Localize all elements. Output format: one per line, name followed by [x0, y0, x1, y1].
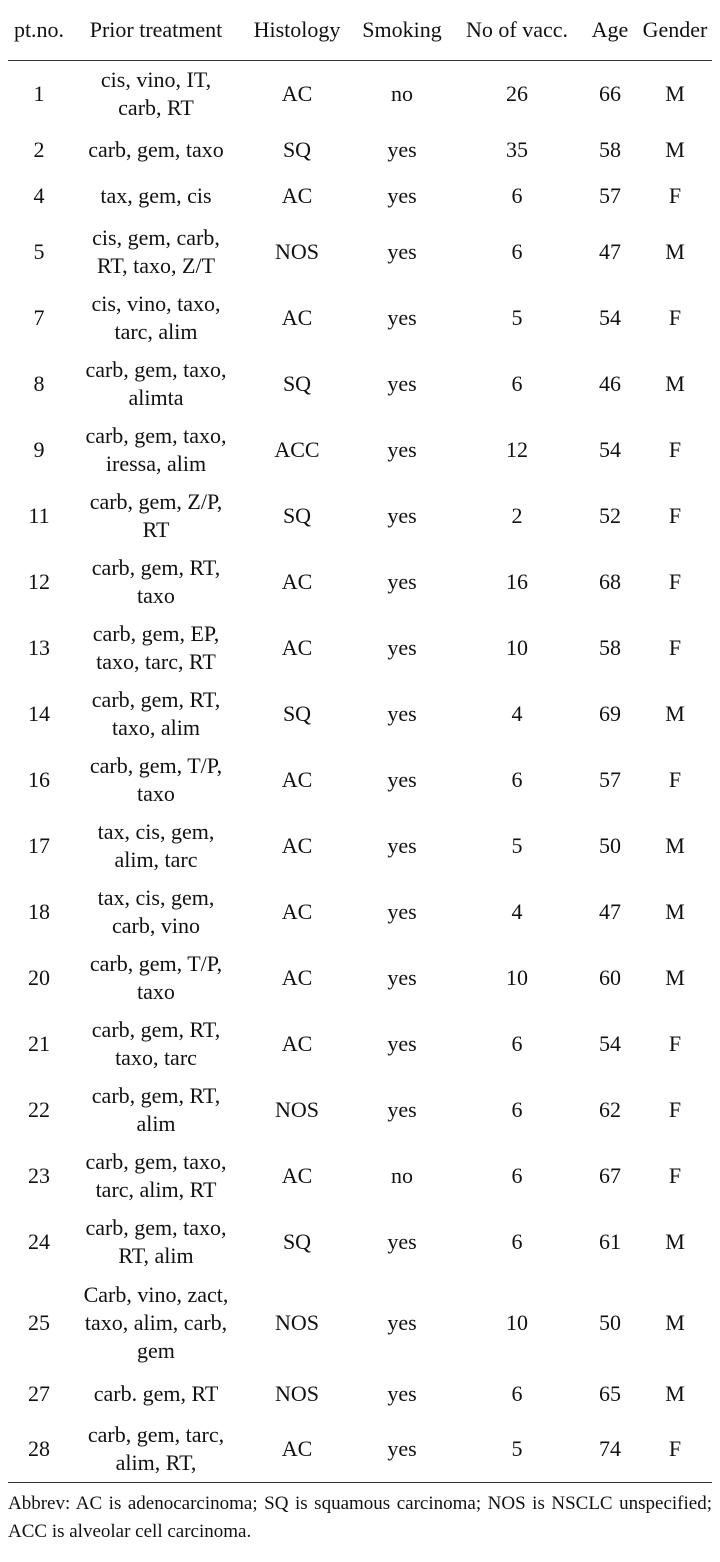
cell-smoking: yes: [387, 370, 417, 396]
treatment-line: iressa, alim: [105, 450, 207, 476]
cell-smoking: yes: [387, 502, 417, 528]
treatment-line: carb, gem, EP,: [92, 620, 220, 646]
cell-prior-treatment: [70, 747, 242, 813]
cell-histology: AC: [242, 1417, 352, 1483]
cell-age: 57: [599, 182, 621, 208]
treatment-line: carb, gem, Z/P,: [89, 488, 223, 514]
cell-smoking: yes: [387, 1228, 417, 1254]
cell-histology: AC: [281, 1162, 313, 1188]
table-row: [8, 1077, 712, 1143]
cell-age: 67: [599, 1162, 621, 1188]
cell-smoking: yes: [387, 1096, 417, 1122]
cell-no-of-vacc: 6: [511, 1162, 523, 1188]
treatment-line: taxo: [137, 582, 175, 608]
treatment-line: carb, gem, taxo,: [85, 1148, 227, 1174]
treatment-line: tarc, alim: [114, 318, 198, 344]
cell-smoking: yes: [387, 634, 417, 660]
cell-gender: F: [668, 502, 682, 528]
cell-prior-treatment: [70, 351, 242, 417]
cell-age: 68: [599, 568, 621, 594]
cell-histology: NOS: [274, 1096, 319, 1122]
cell-prior-treatment: [70, 681, 242, 747]
cell-age: 50: [599, 1309, 621, 1335]
cell-no-of-vacc: 26: [506, 80, 528, 106]
cell-smoking: no: [391, 80, 413, 106]
cell-pt-no: 20: [28, 964, 50, 990]
cell-no-of-vacc: 6: [511, 1380, 523, 1406]
cell-smoking: yes: [387, 1380, 417, 1406]
cell-smoking: yes: [387, 1030, 417, 1056]
table-row: [8, 747, 712, 813]
table-row: [8, 417, 712, 483]
cell-age: 65: [599, 1380, 621, 1406]
treatment-line: tax, gem, cis: [100, 182, 212, 208]
treatment-line: gem: [137, 1337, 175, 1363]
treatment-line: RT, taxo, Z/T: [96, 252, 216, 278]
cell-gender: F: [668, 634, 682, 660]
cell-prior-treatment: [70, 127, 242, 173]
cell-pt-no: 25: [28, 1309, 50, 1335]
cell-age: 60: [599, 964, 621, 990]
cell-smoking: yes: [387, 136, 417, 162]
cell-age: 46: [599, 370, 621, 396]
treatment-line: taxo, alim: [112, 714, 200, 740]
cell-pt-no: 14: [28, 700, 50, 726]
cell-gender: M: [665, 898, 685, 924]
table-row: [8, 483, 712, 549]
cell-prior-treatment: [70, 1371, 242, 1417]
treatment-line: Carb, vino, zact,: [83, 1281, 229, 1307]
cell-gender: M: [665, 1380, 685, 1406]
table-row: [8, 219, 712, 285]
table-row: [8, 285, 712, 351]
cell-gender: M: [665, 964, 685, 990]
table-row: [8, 1417, 712, 1483]
treatment-line: carb, gem, taxo: [88, 136, 224, 162]
cell-smoking: yes: [387, 898, 417, 924]
cell-prior-treatment: [70, 813, 242, 879]
cell-prior-treatment: [70, 945, 242, 1011]
cell-prior-treatment: [70, 285, 242, 351]
cell-no-of-vacc: 6: [511, 1096, 523, 1122]
cell-pt-no: 18: [28, 898, 50, 924]
cell-gender: F: [668, 436, 682, 462]
cell-age: 61: [599, 1228, 621, 1254]
cell-no-of-vacc: 10: [506, 1309, 528, 1335]
cell-histology: SQ: [282, 700, 312, 726]
treatment-line: taxo, tarc: [115, 1044, 197, 1070]
cell-no-of-vacc: 5: [452, 1417, 582, 1483]
treatment-line: carb, gem, taxo,: [85, 356, 227, 382]
treatment-line: carb, gem, T/P,: [89, 752, 223, 778]
cell-pt-no: 16: [28, 766, 50, 792]
cell-age: 58: [599, 136, 621, 162]
cell-smoking: yes: [387, 1309, 417, 1335]
treatment-line: cis, vino, taxo,: [91, 290, 221, 316]
cell-smoking: yes: [352, 1417, 452, 1483]
cell-gender: F: [668, 766, 682, 792]
cell-gender: F: [638, 1417, 712, 1483]
cell-prior-treatment: [70, 1417, 242, 1483]
cell-no-of-vacc: 2: [511, 502, 523, 528]
cell-histology: AC: [281, 898, 313, 924]
cell-gender: F: [668, 304, 682, 330]
header-age: Age: [582, 0, 638, 61]
cell-no-of-vacc: 4: [511, 898, 523, 924]
cell-no-of-vacc: 6: [511, 1030, 523, 1056]
cell-prior-treatment: [70, 879, 242, 945]
cell-gender: M: [665, 136, 685, 162]
cell-prior-treatment: [70, 61, 242, 127]
cell-gender: F: [668, 1162, 682, 1188]
cell-no-of-vacc: 16: [506, 568, 528, 594]
cell-histology: NOS: [274, 238, 319, 264]
treatment-line: RT, alim: [118, 1242, 194, 1268]
treatment-line: alim: [136, 1110, 176, 1136]
treatment-line: tarc, alim, RT: [95, 1176, 217, 1202]
cell-histology: AC: [281, 1030, 313, 1056]
treatment-line: carb, vino: [112, 912, 200, 938]
cell-age: 54: [599, 304, 621, 330]
cell-no-of-vacc: 6: [511, 370, 523, 396]
cell-smoking: yes: [387, 436, 417, 462]
cell-smoking: yes: [387, 568, 417, 594]
cell-smoking: yes: [387, 182, 417, 208]
cell-pt-no: 23: [28, 1162, 50, 1188]
table-row: [8, 549, 712, 615]
header-gender: Gender: [638, 0, 712, 61]
cell-pt-no: 27: [28, 1380, 50, 1406]
table-row: [8, 127, 712, 173]
cell-gender: M: [665, 832, 685, 858]
cell-age: 69: [599, 700, 621, 726]
cell-pt-no: 5: [33, 238, 45, 264]
cell-no-of-vacc: 5: [511, 832, 523, 858]
cell-gender: M: [665, 80, 685, 106]
treatment-line: taxo: [137, 780, 175, 806]
cell-age: 54: [599, 436, 621, 462]
cell-pt-no: 9: [33, 436, 45, 462]
cell-gender: F: [668, 182, 682, 208]
treatment-line: carb, gem, T/P,: [89, 950, 223, 976]
cell-age: 47: [599, 238, 621, 264]
cell-histology: SQ: [282, 370, 312, 396]
cell-prior-treatment: [70, 549, 242, 615]
cell-age: 58: [599, 634, 621, 660]
header-no-of-vacc: No of vacc.: [452, 0, 582, 61]
cell-pt-no: 12: [28, 568, 50, 594]
cell-prior-treatment: [70, 615, 242, 681]
table-row: [8, 813, 712, 879]
cell-pt-no: 21: [28, 1030, 50, 1056]
cell-age: 50: [599, 832, 621, 858]
treatment-line: taxo: [137, 978, 175, 1004]
header-histology: Histology: [242, 0, 352, 61]
cell-no-of-vacc: 6: [511, 182, 523, 208]
cell-no-of-vacc: 6: [511, 238, 523, 264]
treatment-line: carb, gem, RT,: [91, 554, 221, 580]
cell-gender: M: [665, 700, 685, 726]
cell-smoking: yes: [387, 766, 417, 792]
cell-prior-treatment: [70, 1209, 242, 1275]
cell-histology: SQ: [282, 136, 312, 162]
cell-histology: AC: [281, 832, 313, 858]
cell-prior-treatment: [70, 1275, 242, 1371]
cell-gender: F: [668, 1030, 682, 1056]
cell-pt-no: 2: [33, 136, 45, 162]
cell-smoking: yes: [387, 304, 417, 330]
cell-pt-no: 28: [8, 1417, 70, 1483]
treatment-line: tax, cis, gem,: [97, 818, 215, 844]
table-row: [8, 61, 712, 127]
table-row: [8, 173, 712, 219]
treatment-line: carb, gem, RT,: [91, 1082, 221, 1108]
treatment-line: tax, cis, gem,: [97, 884, 215, 910]
treatment-line: cis, vino, IT,: [100, 66, 212, 92]
cell-pt-no: 8: [33, 370, 45, 396]
cell-no-of-vacc: 12: [506, 436, 528, 462]
cell-smoking: yes: [387, 832, 417, 858]
cell-age: 66: [599, 80, 621, 106]
table-row: [8, 1209, 712, 1275]
table-row: [8, 1011, 712, 1077]
cell-age: 47: [599, 898, 621, 924]
treatment-line: alim, tarc: [114, 846, 198, 872]
cell-pt-no: 7: [33, 304, 45, 330]
cell-histology: ACC: [274, 436, 320, 462]
treatment-line: taxo, tarc, RT: [96, 648, 216, 674]
treatment-line: alimta: [128, 384, 184, 410]
cell-gender: F: [668, 568, 682, 594]
cell-prior-treatment: [70, 1143, 242, 1209]
cell-gender: M: [665, 238, 685, 264]
treatment-line: taxo, alim, carb,: [84, 1309, 228, 1335]
cell-no-of-vacc: 10: [506, 634, 528, 660]
cell-smoking: no: [391, 1162, 413, 1188]
cell-pt-no: 13: [28, 634, 50, 660]
cell-no-of-vacc: 10: [506, 964, 528, 990]
table-row: [8, 351, 712, 417]
cell-smoking: yes: [387, 700, 417, 726]
cell-gender: M: [665, 1309, 685, 1335]
cell-no-of-vacc: 4: [511, 700, 523, 726]
cell-no-of-vacc: 35: [506, 136, 528, 162]
treatment-line: carb, RT: [118, 94, 194, 120]
cell-age: 57: [599, 766, 621, 792]
cell-pt-no: 22: [28, 1096, 50, 1122]
cell-age: 62: [599, 1096, 621, 1122]
cell-histology: NOS: [274, 1380, 319, 1406]
table-row: [8, 1275, 712, 1371]
table-row: [8, 1143, 712, 1209]
header-smoking: Smoking: [352, 0, 452, 61]
cell-histology: SQ: [282, 502, 312, 528]
cell-pt-no: 1: [33, 80, 45, 106]
treatment-line: carb, gem, RT,: [91, 1016, 221, 1042]
treatment-line: RT: [142, 516, 170, 542]
patient-table: [8, 0, 712, 1483]
cell-histology: SQ: [282, 1228, 312, 1254]
cell-prior-treatment: [70, 417, 242, 483]
cell-histology: AC: [281, 182, 313, 208]
cell-pt-no: 11: [28, 502, 50, 528]
table-row: [8, 945, 712, 1011]
cell-pt-no: 4: [33, 182, 45, 208]
cell-histology: AC: [281, 766, 313, 792]
cell-histology: NOS: [274, 1309, 319, 1335]
treatment-line: carb, gem, RT,: [91, 686, 221, 712]
table-row: [8, 681, 712, 747]
table-body: [8, 61, 712, 1483]
cell-histology: AC: [281, 304, 313, 330]
cell-age: 54: [599, 1030, 621, 1056]
header-pt-no: pt.no.: [8, 0, 70, 61]
cell-age: 52: [599, 502, 621, 528]
cell-histology: AC: [281, 568, 313, 594]
cell-prior-treatment: [70, 1077, 242, 1143]
cell-histology: AC: [281, 964, 313, 990]
cell-no-of-vacc: 6: [511, 1228, 523, 1254]
cell-smoking: yes: [387, 238, 417, 264]
table-row: [8, 879, 712, 945]
cell-pt-no: 24: [28, 1228, 50, 1254]
treatment-line: carb, gem, taxo,: [85, 1214, 227, 1240]
cell-smoking: yes: [387, 964, 417, 990]
cell-histology: AC: [281, 80, 313, 106]
abbreviation-footnote: Abbrev: AC is adenocarcinoma; SQ is squamous carcinoma; NOS is NSCLC unspecified; ACC is alveolar cell carcinoma.: [8, 1493, 712, 1542]
cell-prior-treatment: [70, 173, 242, 219]
table-header-row: [8, 0, 712, 61]
treatment-line: carb, gem, taxo,: [85, 422, 227, 448]
cell-gender: F: [668, 1096, 682, 1122]
cell-prior-treatment: [70, 219, 242, 285]
cell-pt-no: 17: [28, 832, 50, 858]
cell-prior-treatment: [70, 1011, 242, 1077]
cell-gender: M: [665, 370, 685, 396]
treatment-line: carb. gem, RT: [93, 1380, 219, 1406]
cell-age: 74: [582, 1417, 638, 1483]
treatment-line: cis, gem, carb,: [92, 224, 220, 250]
treatment-line: carb, gem, tarc,: [87, 1422, 225, 1448]
table-row: [8, 1371, 712, 1417]
treatment-line: alim, RT,: [115, 1450, 197, 1476]
cell-prior-treatment: [70, 483, 242, 549]
cell-histology: AC: [281, 634, 313, 660]
header-prior-treatment: Prior treatment: [70, 0, 242, 61]
cell-gender: M: [665, 1228, 685, 1254]
cell-no-of-vacc: 6: [511, 766, 523, 792]
cell-no-of-vacc: 5: [511, 304, 523, 330]
table-row: [8, 615, 712, 681]
